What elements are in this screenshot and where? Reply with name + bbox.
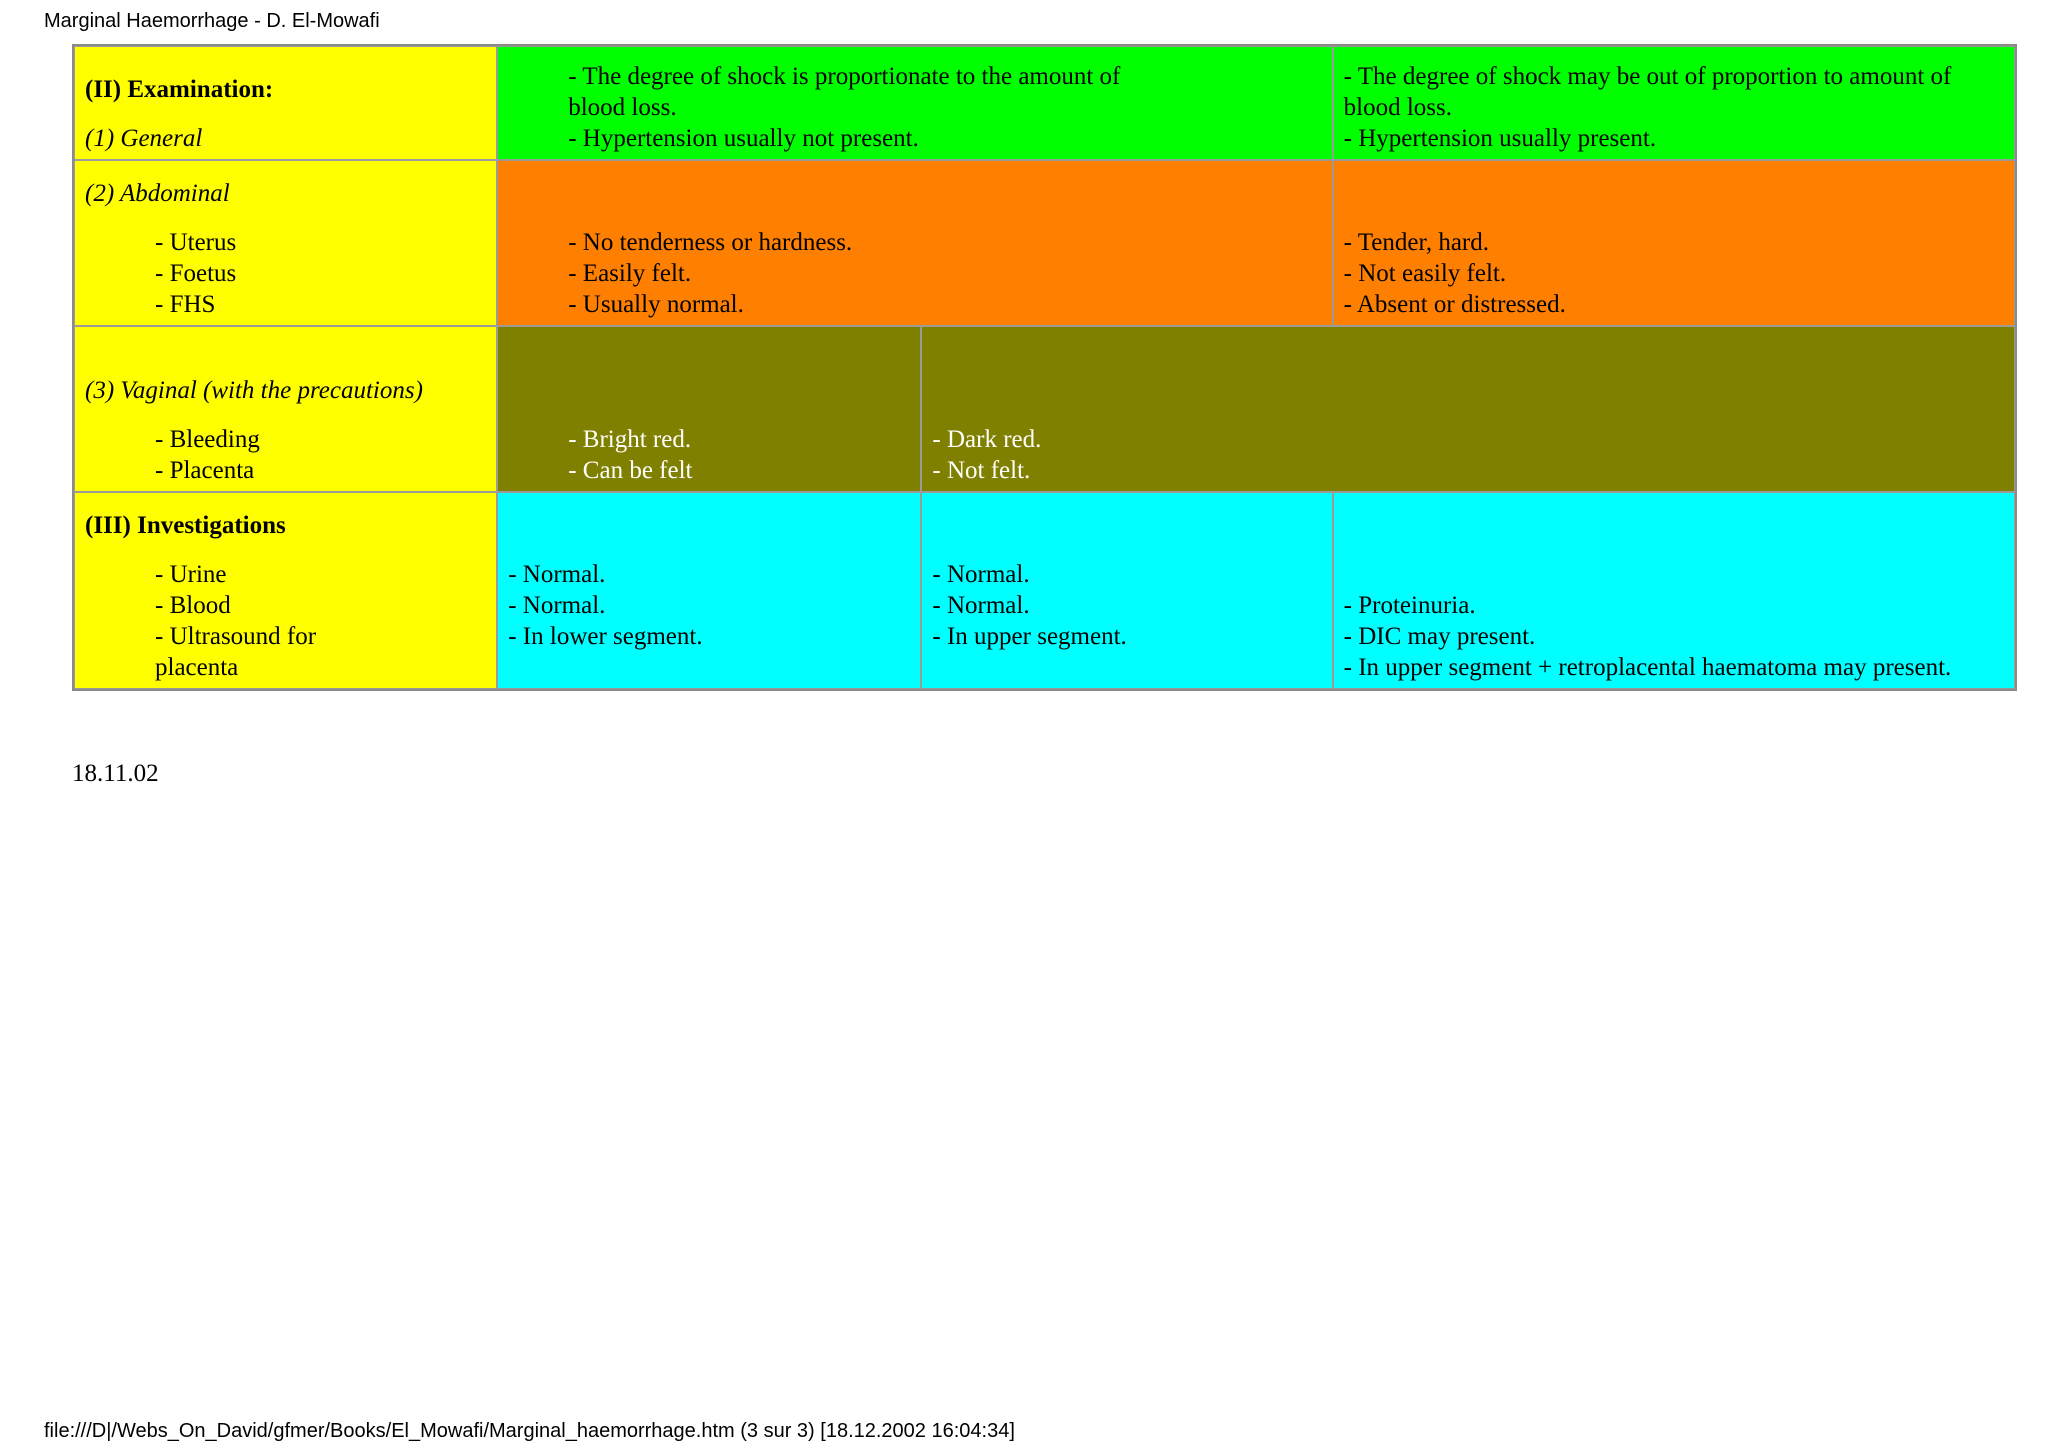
vaginal-col-b-line: - Not felt. [932, 457, 1031, 484]
general-marginal-line: - The degree of shock is proportionate to the amount of [568, 63, 1121, 90]
vaginal-label-cell [74, 326, 497, 492]
abdominal-abruptio-cell [1333, 160, 2015, 326]
comparison-table [72, 44, 2017, 691]
abdominal-marginal-line: - Usually normal. [568, 291, 744, 318]
vaginal-col-b-line: - Dark red. [932, 426, 1042, 453]
general-marginal-line: - Hypertension usually not present. [568, 125, 919, 152]
investigations-col-a-line: - Normal. [508, 561, 606, 588]
examination-heading: (II) Examination: [85, 76, 274, 103]
investigations-item: - Blood [155, 592, 231, 619]
vaginal-col-a-line: - Can be felt [568, 457, 693, 484]
general-subheading: (1) General [85, 125, 203, 152]
table-row-investigations [74, 492, 2015, 689]
general-abruptio-line: - Hypertension usually present. [1343, 125, 1657, 152]
vaginal-heading: (3) Vaginal (with the precautions) [85, 377, 423, 404]
investigations-col-a-line: - In lower segment. [508, 623, 703, 650]
vaginal-col-b-cell [921, 326, 2015, 492]
investigations-col-c-line: - DIC may present. [1343, 623, 1536, 650]
investigations-label-cell [74, 492, 497, 689]
abdominal-item: - Foetus [155, 260, 237, 287]
table-row-abdominal [74, 160, 2015, 326]
investigations-col-b-line: - Normal. [932, 592, 1030, 619]
abdominal-label-cell [74, 160, 497, 326]
general-label-cell [74, 46, 497, 160]
abdominal-marginal-line: - Easily felt. [568, 260, 692, 287]
general-marginal-cell [497, 46, 1332, 160]
page-header: Marginal Haemorrhage - D. El-Mowafi [44, 10, 380, 32]
document-date: 18.11.02 [72, 760, 159, 787]
abdominal-abruptio-line: - Absent or distressed. [1343, 291, 1566, 318]
abdominal-heading: (2) Abdominal [85, 180, 230, 207]
investigations-col-a-cell [497, 492, 921, 689]
abdominal-item: - FHS [155, 291, 216, 318]
general-marginal-line: blood loss. [568, 94, 677, 121]
vaginal-item: - Bleeding [155, 426, 260, 453]
investigations-col-b-line: - In upper segment. [932, 623, 1127, 650]
investigations-item: - Ultrasound for placenta [155, 623, 317, 681]
abdominal-marginal-line: - No tenderness or hardness. [568, 229, 853, 256]
table-row-vaginal [74, 326, 2015, 492]
abdominal-item: - Uterus [155, 229, 237, 256]
general-abruptio-cell [1333, 46, 2015, 160]
page-footer-path: file:///D|/Webs_On_David/gfmer/Books/El_Mowafi/Marginal_haemorrhage.htm (3 sur 3) [18.12.2002 16:04:34] [44, 1420, 1015, 1442]
investigations-col-b-line: - Normal. [932, 561, 1030, 588]
abdominal-marginal-cell [497, 160, 1332, 326]
vaginal-col-a-cell [497, 326, 921, 492]
investigations-col-c-cell [1333, 492, 2015, 689]
investigations-col-c-line: - Proteinuria. [1343, 592, 1476, 619]
vaginal-col-a-line: - Bright red. [568, 426, 692, 453]
investigations-col-a-line: - Normal. [508, 592, 606, 619]
investigations-item: - Urine [155, 561, 227, 588]
abdominal-abruptio-line: - Tender, hard. [1343, 229, 1489, 256]
vaginal-item: - Placenta [155, 457, 255, 484]
investigations-heading: (III) Investigations [85, 512, 286, 539]
table-row-general [74, 46, 2015, 160]
abdominal-abruptio-line: - Not easily felt. [1343, 260, 1507, 287]
investigations-col-b-cell [921, 492, 1332, 689]
general-abruptio-line: - The degree of shock may be out of proportion to amount of blood loss. [1343, 63, 1952, 121]
investigations-col-c-line: - In upper segment + retroplacental haematoma may present. [1343, 654, 1952, 681]
